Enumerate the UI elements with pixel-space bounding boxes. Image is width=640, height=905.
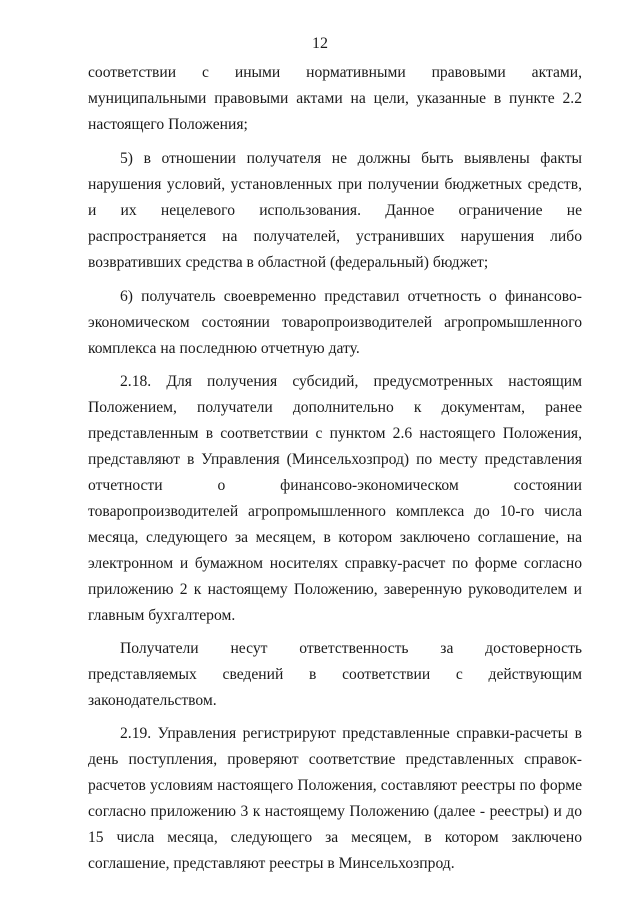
paragraph-responsibility: Получатели несут ответственность за достоверность представляемых сведений в соответствии с действующим законодательством. xyxy=(88,640,582,709)
paragraph-2-19: 2.19. Управления регистрируют представленные справки-расчеты в день поступления, проверяют соответствие представленных справок-расчетов условиям настоящего Положения, составляют реестры по форме согласно приложению 3 к настоящему Положению (далее - реестры) и до 15 числа месяца, следующего за месяцем, в котором заключено соглашение, представляют реестры в Минсельхозпрод. xyxy=(88,725,582,872)
paragraph-item-5: 5) в отношении получателя не должны быть выявлены факты нарушения условий, установленных при получении бюджетных средств, и их нецелевого использования. Данное ограничение не распространяется на получателей, устранивших нарушения либо возвративших средства в областной (федеральный) бюджет; xyxy=(88,150,582,271)
document-body xyxy=(88,60,582,877)
paragraph-continuation: соответствии с иными нормативными правовыми актами, муниципальными правовыми актами на цели, указанные в пункте 2.2 настоящего Положения; xyxy=(88,64,582,133)
paragraph-2-18: 2.18. Для получения субсидий, предусмотренных настоящим Положением, получатели дополнительно к документам, ранее представленным в соответствии с пунктом 2.6 настоящего Положения, представляют в Управления (Минсельхозпрод) по месту представления отчетности о финансово-экономическом состоянии товаропроизводителей агропромышленного комплекса до 10-го числа месяца, следующего за месяцем, в котором заключено соглашение, на электронном и бумажном носителях справку-расчет по форме согласно приложению 2 к настоящему Положению, заверенную руководителем и главным бухгалтером. xyxy=(88,373,582,624)
page-number: 12 xyxy=(312,35,328,52)
paragraph-item-6: 6) получатель своевременно представил отчетность о финансово-экономическом состоянии товаропроизводителей агропромышленного комплекса на последнюю отчетную дату. xyxy=(88,288,582,357)
